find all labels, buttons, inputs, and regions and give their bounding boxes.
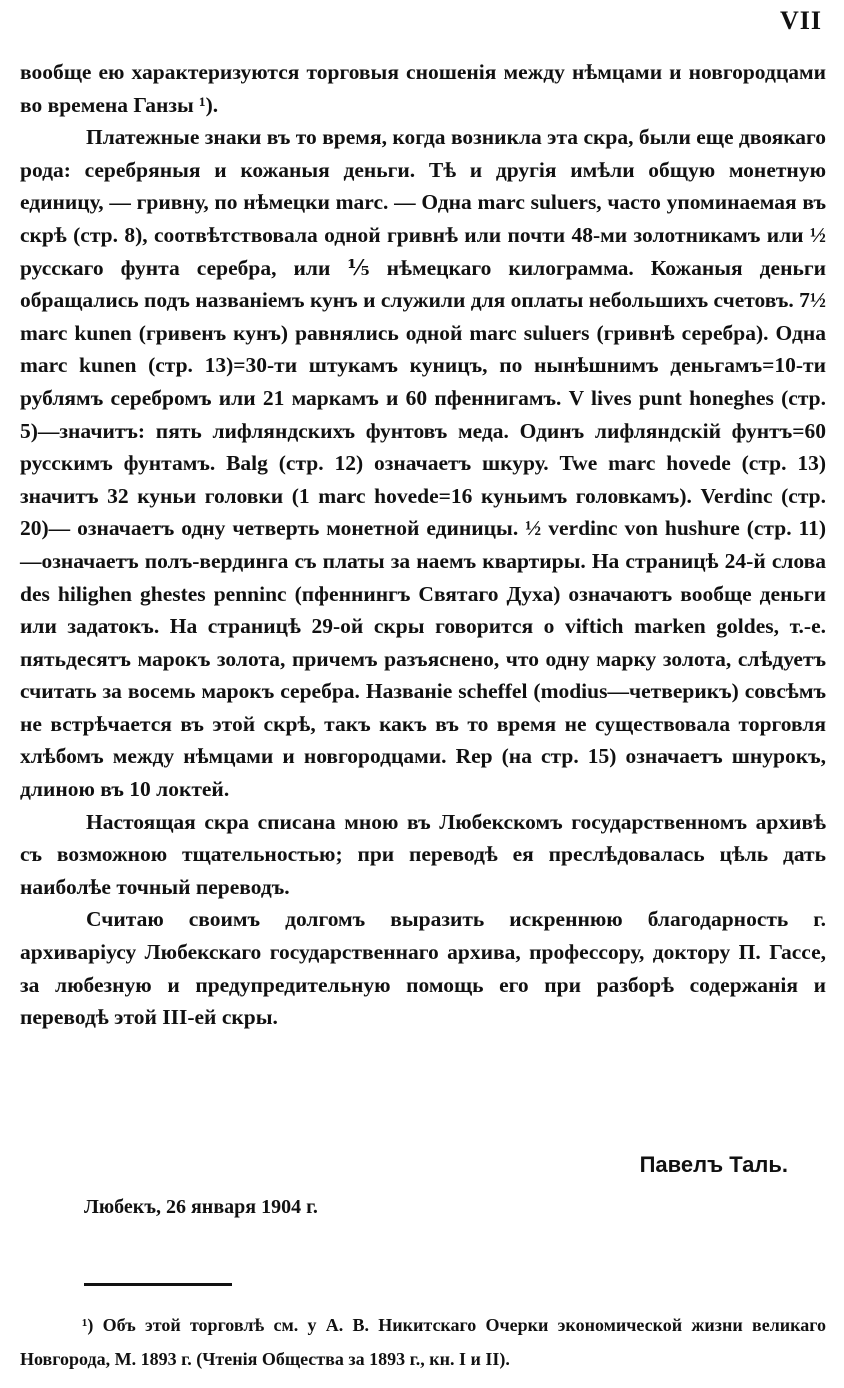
paragraph-continuation: вообще ею характеризуются торговыя сношенія между нѣмцами и новгородцами во времена Ганзы ¹).	[20, 60, 826, 117]
dateline: Любекъ, 26 января 1904 г.	[84, 1196, 318, 1218]
footnote: ¹) Объ этой торговлѣ см. у А. В. Никитскаго Очерки экономической жизни великаго Новгорода, М. 1893 г. (Чтенія Общества за 1893 г., кн. I и II).	[20, 1315, 826, 1369]
paragraph-source-note: Настоящая скра списана мною въ Любекскомъ государственномъ архивѣ съ возможною тщательностью; при переводѣ ея преслѣдовалась цѣль дать наиболѣе точный переводъ.	[20, 809, 826, 899]
paragraph-acknowledgement: Считаю своимъ долгомъ выразить искреннюю благодарность г. архиваріусу Любекскаго государственнаго архива, профессору, доктору П. Гассе, за любезную и предупредительную помощь его при разборѣ содержанія и переводѣ этой III-ей скры.	[20, 907, 826, 1030]
signature: Павелъ Таль.	[639, 1152, 788, 1177]
paragraph-payment-units: Платежные знаки въ то время, когда возникла эта скра, были еще двоякаго рода: серебряныя и кожаныя деньги. Тѣ и другія имѣли общую монетную единицу, — гривну, по нѣмецки marc. — Одна marc suluers, часто упоминаемая въ скрѣ (стр. 8), соотвѣтствовала одной гривнѣ или почти 48-ми золотникамъ или ½ русскаго фунта серебра, или ⅕ нѣмецкаго килограмма. Кожаныя деньги обращались подъ названіемъ кунъ и служили для оплаты небольшихъ счетовъ. 7½ marc kunen (гривенъ кунъ) равнялись одной marc suluers (гривнѣ серебра). Одна marc kunen (стр. 13)=30-ти штукамъ куницъ, по нынѣшнимъ деньгамъ=10-ти рублямъ серебромъ или 21 маркамъ и 60 пфеннигамъ. V lives punt honeghes (стр. 5)—значитъ: пять лифляндскихъ фунтовъ меда. Одинъ лифляндскій фунтъ=60 русскимъ фунтамъ. Balg (стр. 12) означаетъ шкуру. Twe marc hovede (стр. 13) значитъ 32 куньи головки (1 marc hovede=16 куньимъ головкамъ). Verdinc (стр. 20)— означаетъ одну четверть монетной единицы. ½ verdinc von hushure (стр. 11)—означаетъ полъ-вердинга съ платы за наемъ квартиры. На страницѣ 24-й слова des hilighen ghestes penninc (пфеннингъ Святаго Духа) означаютъ вообще деньги или задатокъ. На страницѣ 29-ой скры говорится о viftich marken goldes, т.-е. пятьдесятъ марокъ золота, причемъ разъяснено, что одну марку золота, слѣдуетъ считать за восемь марокъ серебра. Названіе scheffel (modius—четверикъ) совсѣмъ не встрѣчается въ этой скрѣ, такъ какъ въ то время не существовала торговля хлѣбомъ между нѣмцами и новгородцами. Rep (на стр. 15) означаетъ шнурокъ, длиною въ 10 локтей.	[20, 125, 826, 802]
body-text	[20, 56, 826, 1034]
page-number: VII	[779, 6, 822, 35]
footnote-rule	[84, 1283, 232, 1286]
